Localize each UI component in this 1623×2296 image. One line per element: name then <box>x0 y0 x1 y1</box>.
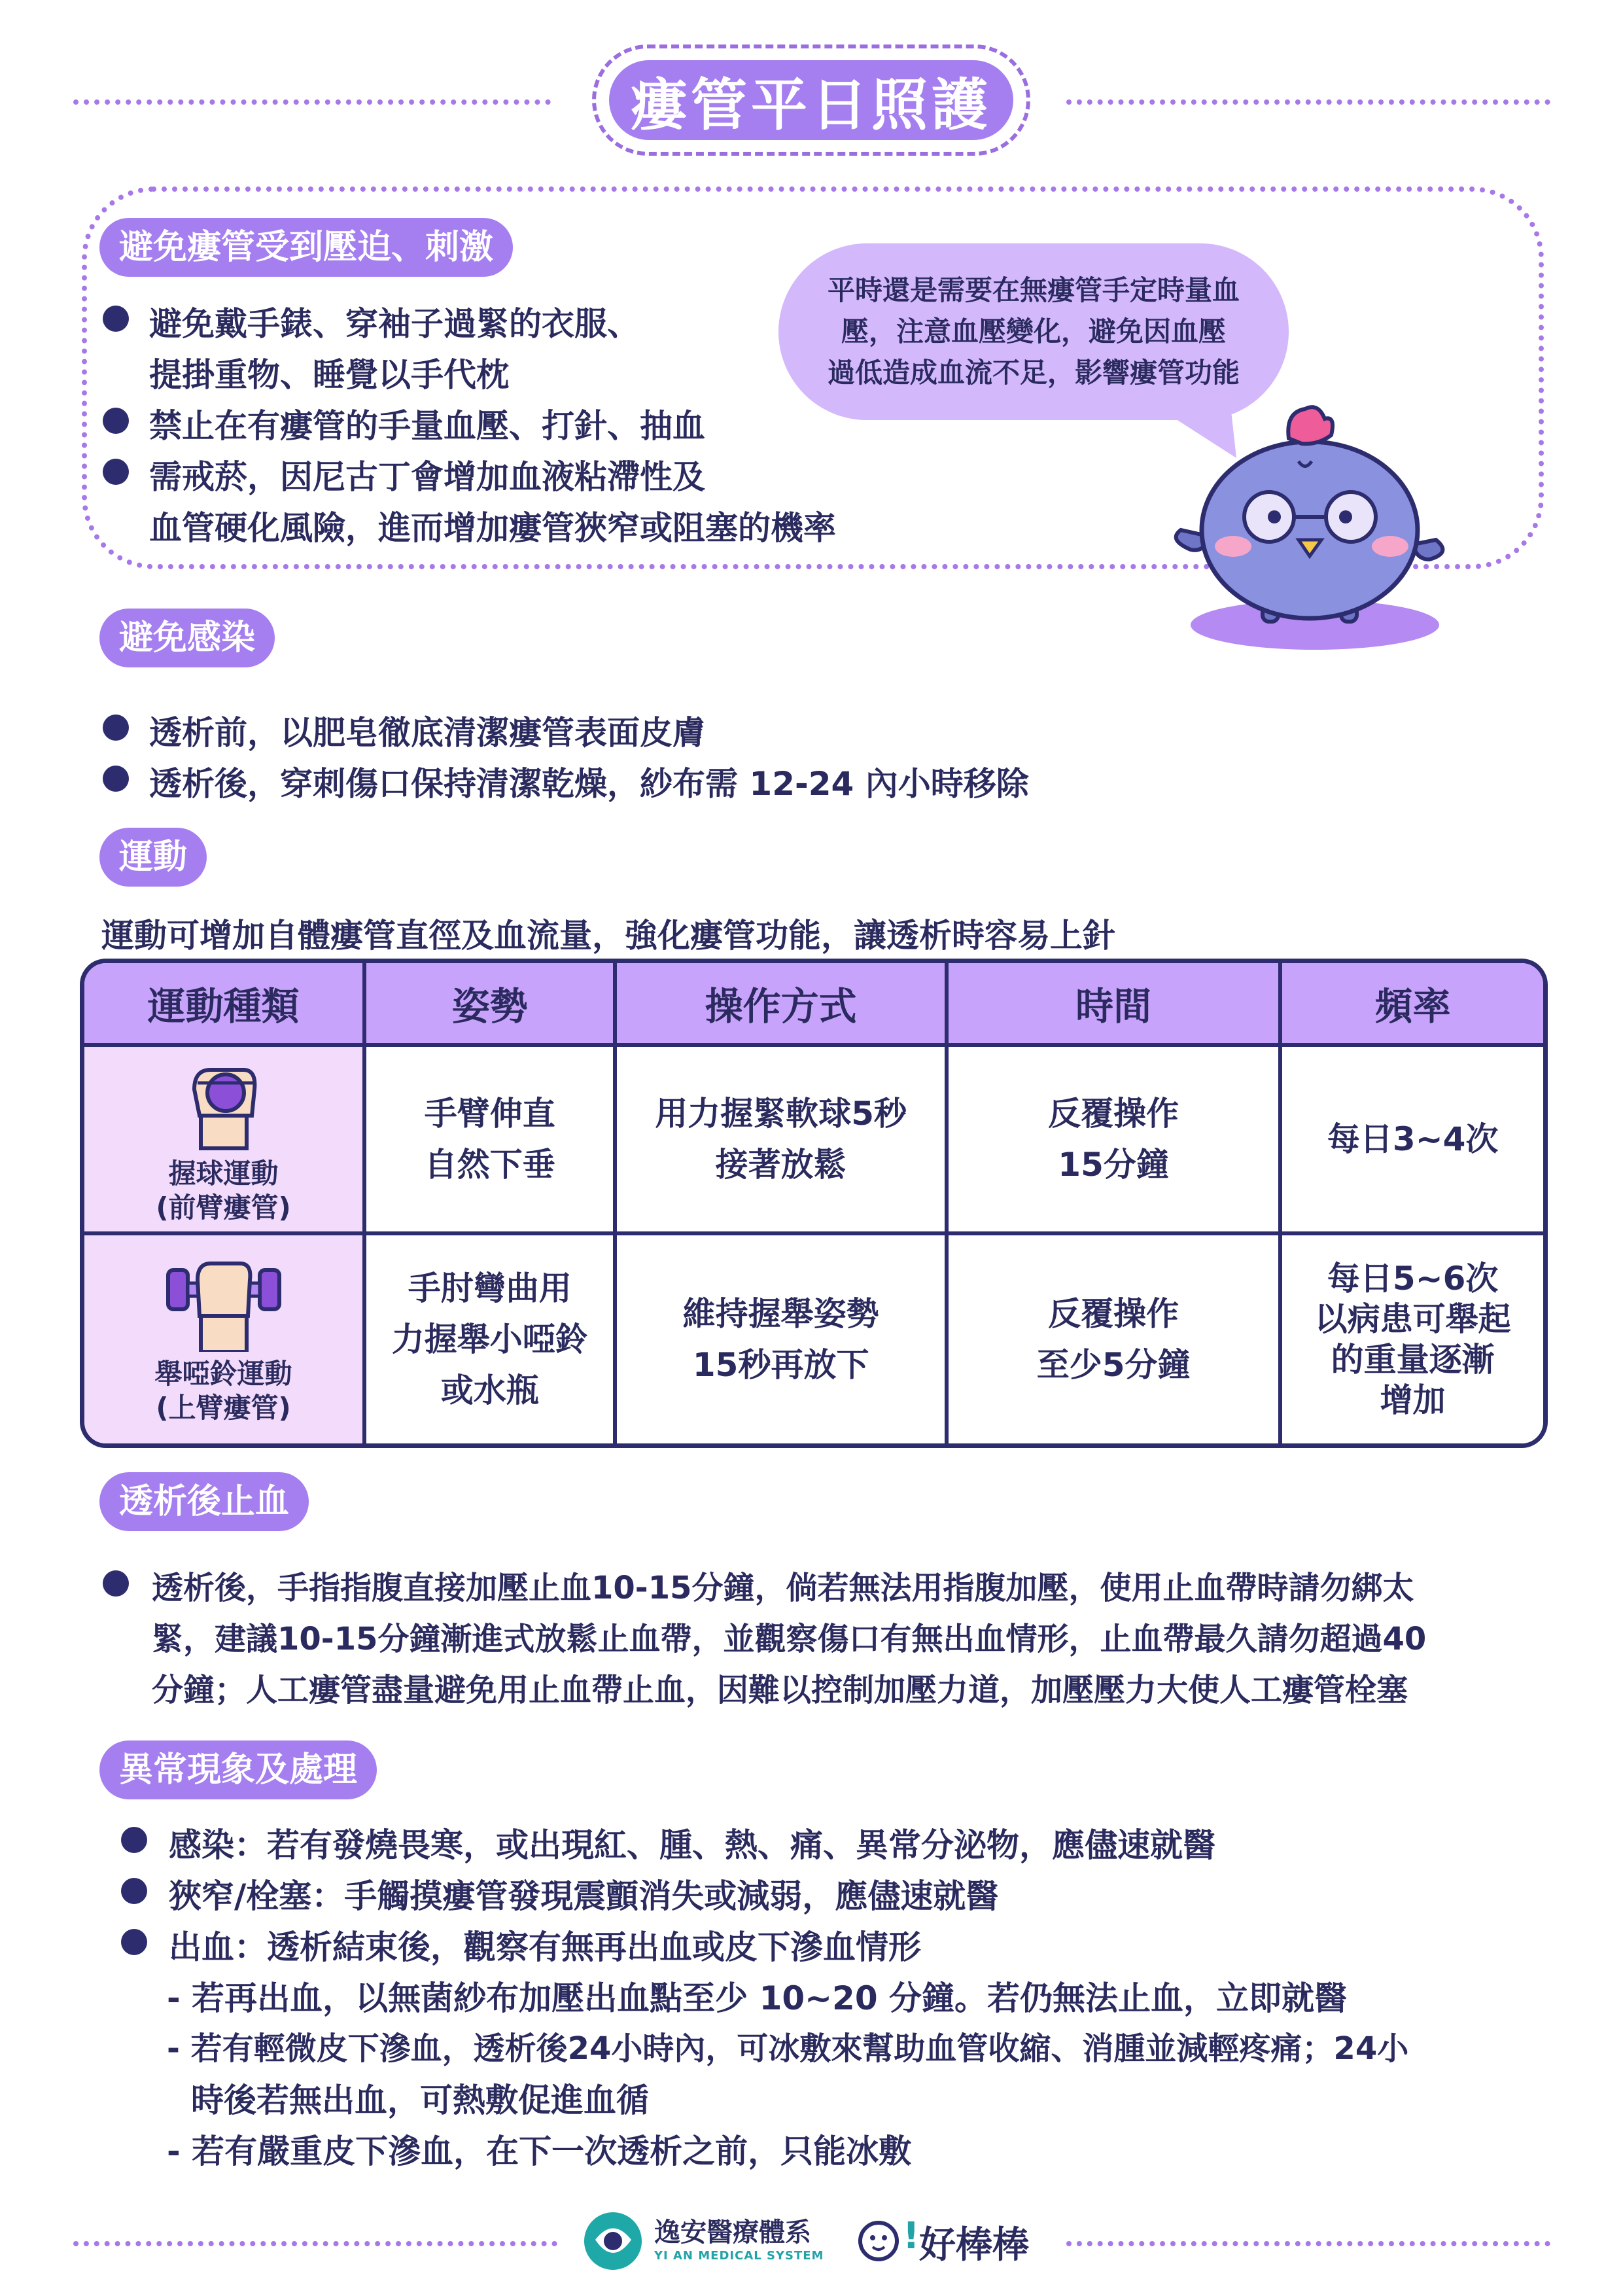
posture-text: 手肘彎曲用 力握舉小啞鈴 或水瓶 <box>391 1269 588 1409</box>
footer-divider-right <box>1066 2241 1550 2246</box>
bullet-dot <box>103 306 129 332</box>
table-header-row <box>84 963 1543 1047</box>
pressure-line-3: 禁止在有瘻管的手量血壓、打針、抽血 <box>149 407 705 445</box>
yian-logo-en: YI AN MEDICAL SYSTEM <box>654 2249 824 2263</box>
table-cell <box>1282 1047 1543 1235</box>
brand-exclaim: ! <box>903 2215 920 2257</box>
exercise-type-cell <box>84 1047 366 1235</box>
hemostasis-line-3: 分鐘；人工瘻管盡量避免用止血帶止血，因難以控制加壓力道，加壓壓力大使人工瘻管栓塞 <box>152 1672 1408 1708</box>
bullet-dot <box>103 715 129 741</box>
table-cell <box>1282 1235 1543 1443</box>
table-cell <box>617 1047 948 1235</box>
hemostasis-line-2: 緊，建議10-15分鐘漸進式放鬆止血帶，並觀察傷口有無出血情形，止血帶最久請勿超過40 <box>152 1621 1427 1657</box>
brand-name: 好棒棒 <box>919 2224 1029 2267</box>
title-divider-left <box>73 99 551 105</box>
speech-bubble <box>778 243 1289 420</box>
abnormal-line-7: - 若有嚴重皮下滲血，在下一次透析之前，只能冰敷 <box>167 2132 912 2170</box>
bubble-line-1: 平時還是需要在無瘻管手定時量血 <box>827 274 1240 306</box>
abnormal-line-6: 時後若無出血，可熱敷促進血循 <box>191 2081 649 2119</box>
pressure-line-2: 提掛重物、睡覺以手代枕 <box>149 356 509 394</box>
pressure-heading: 避免瘻管受到壓迫、刺激 <box>99 218 513 277</box>
abnormal-heading: 異常現象及處理 <box>99 1740 377 1799</box>
footer-divider-left <box>73 2241 557 2246</box>
infection-heading: 避免感染 <box>99 609 275 667</box>
hemostasis-line-1: 透析後，手指指腹直接加壓止血10-15分鐘，倘若無法用指腹加壓，使用止血帶時請勿綁太 <box>152 1570 1414 1606</box>
title-divider-right <box>1066 99 1550 105</box>
exercise-type-label: 握球運動 (前臂瘻管) <box>156 1157 291 1224</box>
table-row <box>84 1235 1543 1443</box>
posture-text: 手臂伸直 自然下垂 <box>424 1095 555 1184</box>
method-text: 維持握舉姿勢 15秒再放下 <box>682 1295 879 1384</box>
fist-ball-icon <box>181 1053 266 1152</box>
abnormal-line-2: 狹窄/栓塞：手觸摸瘻管發現震顫消失或減弱，應儘速就醫 <box>169 1877 999 1915</box>
smile-face-icon <box>857 2219 900 2263</box>
table-cell <box>366 1047 617 1235</box>
bubble-line-2: 壓，注意血壓變化，避免因血壓 <box>841 315 1226 347</box>
bullet-dot <box>103 408 129 434</box>
bullet-dot <box>103 766 129 792</box>
infection-line-2: 透析後，穿刺傷口保持清潔乾燥，紗布需 12-24 內小時移除 <box>149 765 1029 803</box>
abnormal-line-4: - 若再出血，以無菌紗布加壓出血點至少 10~20 分鐘。若仍無法止血，立即就醫 <box>167 1979 1348 2017</box>
abnormal-line-3: 出血：透析結束後，觀察有無再出血或皮下滲血情形 <box>169 1928 921 1966</box>
table-cell <box>617 1235 948 1443</box>
yian-logo-text <box>654 2212 824 2263</box>
table-cell <box>949 1235 1282 1443</box>
page-title: 瘻管平日照護 <box>609 60 1013 140</box>
yian-logo-name: 逸安醫療體系 <box>654 2217 811 2248</box>
exercise-intro: 運動可增加自體瘻管直徑及血流量，強化瘻管功能，讓透析時容易上針 <box>101 917 1115 955</box>
table-header: 頻率 <box>1282 963 1543 1047</box>
infection-line-1: 透析前，以肥皂徹底清潔瘻管表面皮膚 <box>149 714 705 752</box>
bullet-dot <box>103 459 129 485</box>
yian-logo-icon <box>582 2210 644 2272</box>
exercise-type-cell <box>84 1235 366 1443</box>
time-text: 反覆操作 至少5分鐘 <box>1036 1295 1191 1384</box>
method-text: 用力握緊軟球5秒 接著放鬆 <box>655 1095 907 1184</box>
pressure-line-1: 避免戴手錶、穿袖子過緊的衣服、 <box>149 305 640 343</box>
mascot-bird-icon <box>1164 399 1452 654</box>
table-row <box>84 1047 1543 1235</box>
title-badge <box>592 44 1030 156</box>
time-text: 反覆操作 15分鐘 <box>1048 1095 1179 1184</box>
exercise-type-label: 舉啞鈴運動 (上臂瘻管) <box>154 1358 292 1424</box>
exercise-heading: 運動 <box>99 828 207 887</box>
abnormal-line-1: 感染：若有發燒畏寒，或出現紅、腫、熱、痛、異常分泌物，應儘速就醫 <box>169 1826 1215 1864</box>
abnormal-line-5: - 若有輕微皮下滲血，透析後24小時內，可冰敷來幫助血管收縮、消腫並減輕疼痛；24小 <box>167 2030 1409 2067</box>
hemostasis-heading: 透析後止血 <box>99 1472 309 1531</box>
bubble-line-3: 過低造成血流不足，影響瘻管功能 <box>827 357 1240 389</box>
bullet-dot <box>121 1827 147 1853</box>
table-header: 操作方式 <box>617 963 948 1047</box>
pressure-line-5: 血管硬化風險，進而增加瘻管狹窄或阻塞的機率 <box>149 509 836 547</box>
table-header: 時間 <box>949 963 1282 1047</box>
dumbbell-icon <box>162 1254 286 1352</box>
bullet-dot <box>103 1570 129 1597</box>
table-cell <box>949 1047 1282 1235</box>
frequency-text: 每日3~4次 <box>1327 1120 1499 1158</box>
table-header: 運動種類 <box>84 963 366 1047</box>
table-cell <box>366 1235 617 1443</box>
pressure-line-4: 需戒菸，因尼古丁會增加血液粘滯性及 <box>149 458 705 496</box>
bullet-dot <box>121 1878 147 1904</box>
exercise-table <box>80 959 1548 1448</box>
frequency-text: 每日5~6次 以病患可舉起 的重量逐漸 增加 <box>1314 1260 1511 1419</box>
bullet-dot <box>121 1929 147 1955</box>
table-header: 姿勢 <box>366 963 617 1047</box>
